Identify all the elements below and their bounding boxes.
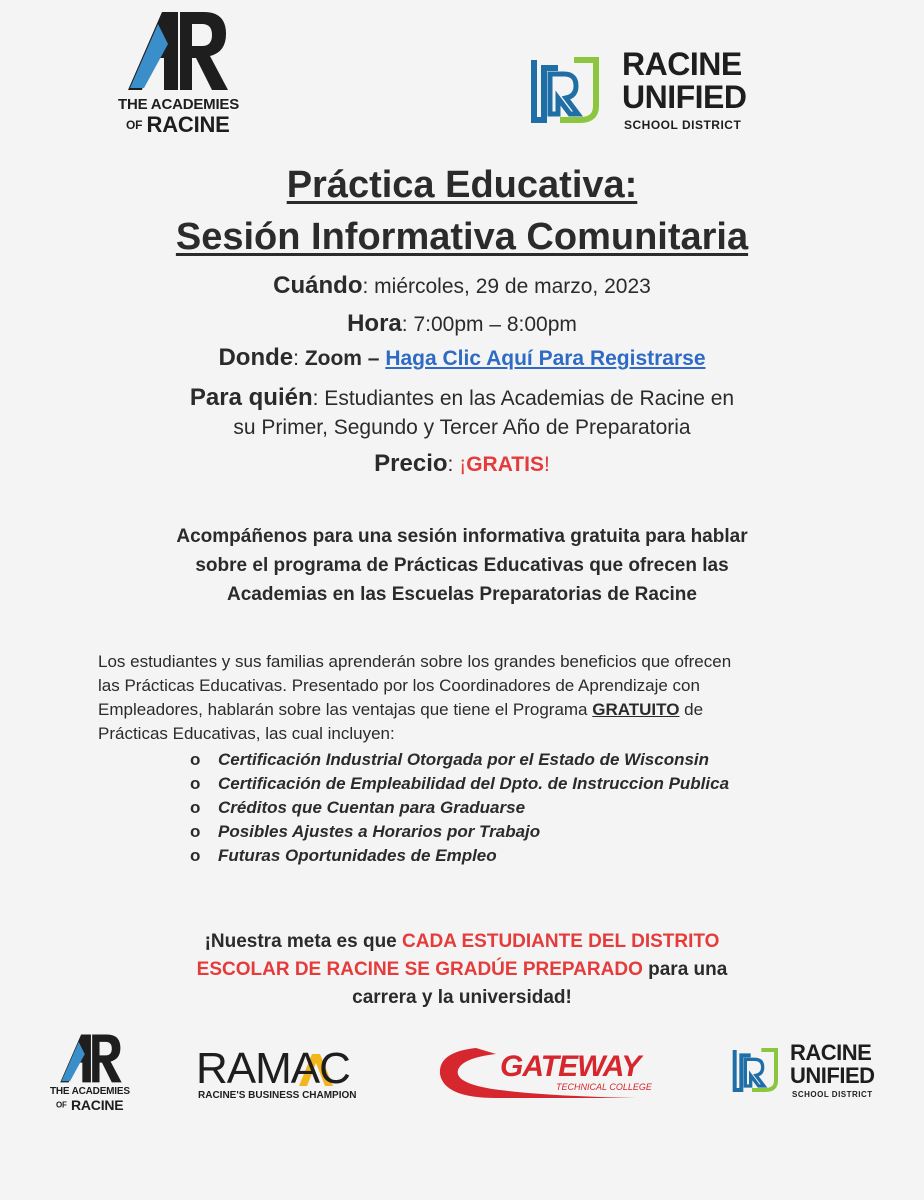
rusd-racine: RACINE	[790, 1040, 872, 1065]
price-open: ¡	[459, 453, 467, 476]
who-label: Para quién	[189, 384, 313, 411]
gateway-name: GATEWAY	[500, 1050, 641, 1083]
time-label: Hora	[347, 310, 402, 337]
benefit-text: Posibles Ajustes a Horarios por Trabajo	[218, 822, 541, 841]
rusd-unified: UNIFIED	[622, 79, 747, 115]
academies-racine: RACINE	[70, 1096, 124, 1113]
bullet-icon: o	[190, 822, 201, 841]
when-row	[0, 272, 924, 300]
academies-line1: THE ACADEMIES	[50, 1086, 130, 1097]
body-line4: Prácticas Educativas, las cual incluyen:	[98, 724, 395, 743]
when-value: : miércoles, 29 de marzo, 2023	[362, 275, 651, 298]
goal-line2	[0, 956, 924, 984]
rusd-racine: RACINE	[622, 46, 742, 82]
goal-l1a: ¡Nuestra meta es que	[204, 931, 403, 952]
rusd-ru-mark-icon	[530, 54, 602, 126]
price-label: Precio	[374, 450, 448, 477]
bullet-icon: o	[190, 774, 201, 793]
where-label: Donde	[218, 344, 294, 371]
academies-line1: THE ACADEMIES	[118, 96, 240, 113]
body-line3c: de	[679, 700, 704, 719]
price-close: !	[543, 453, 550, 476]
body-paragraph	[98, 650, 838, 746]
body-line3	[98, 698, 838, 722]
goal-l1b: CADA ESTUDIANTE DEL DISTRITO	[402, 931, 720, 952]
list-item	[190, 820, 729, 844]
academies-ar-mark-icon	[54, 1032, 134, 1086]
price-sep: :	[447, 453, 460, 476]
body-gratuito: GRATUITO	[592, 700, 680, 719]
body-line3a: Empleadores, hablarán sobre las ventajas que tiene el Programa	[98, 700, 593, 719]
body-line1: Los estudiantes y sus familias aprenderán sobre los grandes beneficios que ofrecen	[98, 652, 732, 671]
intro-line2: sobre el programa de Prácticas Educativas que ofrecen las	[195, 555, 729, 576]
intro-paragraph	[0, 522, 924, 609]
intro-line1: Acompáñenos para una sesión informativa gratuita para hablar	[176, 526, 748, 547]
racine-unified-logo	[530, 48, 770, 138]
rusd-ru-mark-icon	[732, 1046, 780, 1094]
list-item	[190, 748, 729, 772]
ramac-tagline: RACINE'S BUSINESS CHAMPION	[198, 1090, 357, 1101]
academies-of-racine-logo	[118, 8, 248, 136]
page-title-line1: Práctica Educativa:	[286, 164, 638, 206]
rusd-school-district: SCHOOL DISTRICT	[792, 1090, 873, 1099]
where-row	[0, 344, 924, 372]
benefit-text: Futuras Oportunidades de Empleo	[218, 846, 497, 865]
academies-line2	[126, 112, 230, 138]
ramac-name: RAMAC	[196, 1044, 350, 1093]
academies-racine: RACINE	[146, 112, 230, 137]
who-row-2	[0, 416, 924, 440]
page-title-line2: Sesión Informativa Comunitaria	[175, 216, 749, 258]
benefit-text: Certificación Industrial Otorgada por el Estado de Wisconsin	[218, 750, 710, 769]
who-value-1: : Estudiantes en las Academias de Racine en	[312, 387, 735, 410]
racine-unified-logo-bottom	[732, 1042, 892, 1102]
where-value: Zoom –	[304, 347, 386, 370]
benefits-list	[190, 748, 729, 868]
ramac-logo	[196, 1044, 376, 1104]
time-row	[0, 310, 924, 338]
list-item	[190, 796, 729, 820]
body-line2: las Prácticas Educativas. Presentado por los Coordinadores de Aprendizaje con	[98, 676, 700, 695]
gateway-logo	[436, 1044, 666, 1102]
rusd-unified: UNIFIED	[790, 1063, 875, 1088]
benefit-text: Certificación de Empleabilidad del Dpto. de Instruccion Publica	[218, 774, 730, 793]
price-value: GRATIS	[466, 453, 544, 476]
academies-of-racine-logo-bottom	[50, 1032, 130, 1112]
price-row	[0, 450, 924, 478]
when-label: Cuándo	[273, 272, 363, 299]
academies-of: OF	[56, 1100, 67, 1110]
academies-of: OF	[126, 118, 143, 132]
bullet-icon: o	[190, 846, 201, 865]
intro-line3: Academias en las Escuelas Preparatorias de Racine	[227, 584, 697, 605]
who-row	[0, 384, 924, 412]
rusd-school-district: SCHOOL DISTRICT	[624, 118, 742, 132]
time-value: : 7:00pm – 8:00pm	[401, 313, 577, 336]
goal-statement	[0, 928, 924, 1012]
bullet-icon: o	[190, 798, 201, 817]
goal-line3: carrera y la universidad!	[352, 987, 572, 1008]
gateway-tagline: TECHNICAL COLLEGE	[556, 1082, 652, 1092]
goal-line1	[0, 928, 924, 956]
who-value-2: su Primer, Segundo y Tercer Año de Preparatoria	[233, 416, 691, 439]
academies-line2	[56, 1096, 123, 1114]
register-link[interactable]: Haga Clic Aquí Para Registrarse	[385, 347, 706, 370]
list-item	[190, 844, 729, 868]
goal-l2b: para una	[642, 959, 728, 980]
list-item	[190, 772, 729, 796]
bullet-icon: o	[190, 750, 201, 769]
benefit-text: Créditos que Cuentan para Graduarse	[218, 798, 526, 817]
academies-ar-mark-icon	[118, 8, 248, 96]
where-sep: :	[293, 347, 305, 370]
goal-l2a: ESCOLAR DE RACINE SE GRADÚE PREPARADO	[196, 959, 643, 980]
